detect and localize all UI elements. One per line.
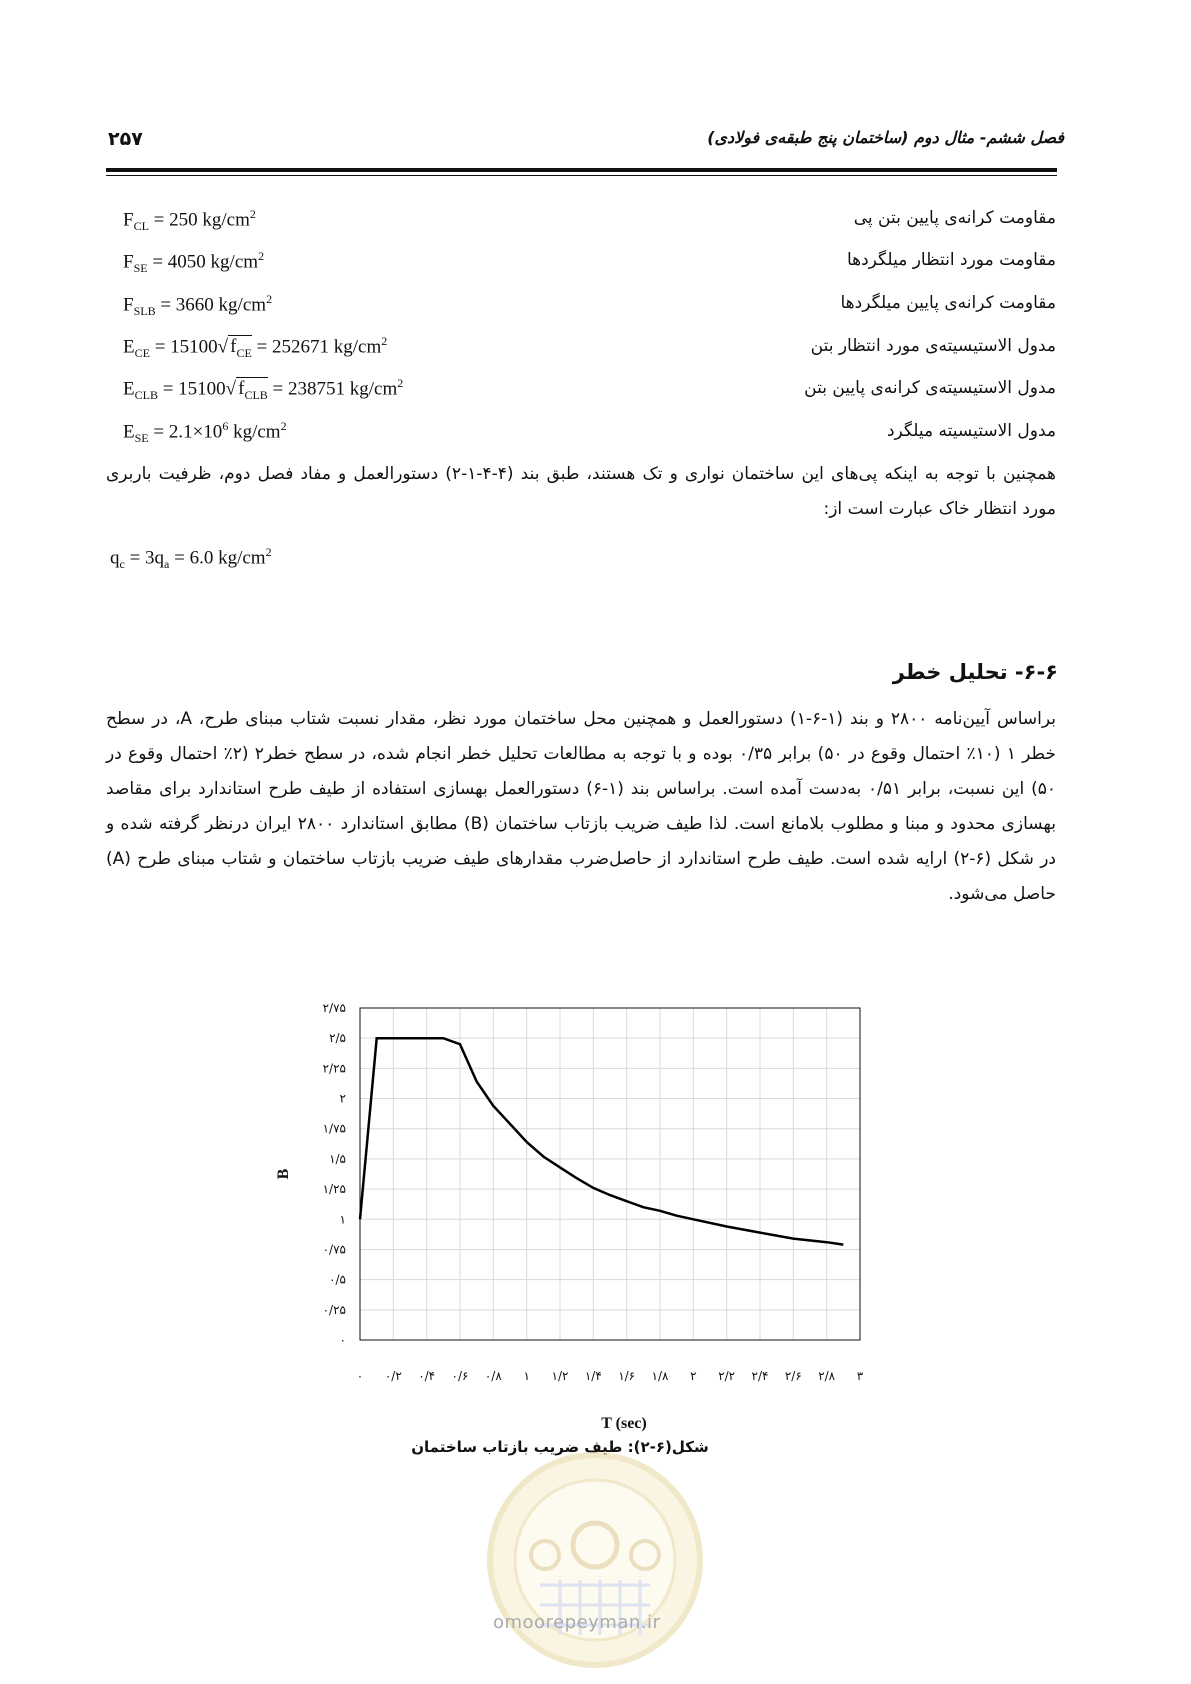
x-tick-label: ۱/۶ <box>618 1369 636 1383</box>
series-line-b <box>360 1038 843 1244</box>
formula-bearing: $q_c = 3q_a = 6.0$ $kg/cm^2$ <box>110 545 272 572</box>
property-label: مدول الاستیسیته‌ی مورد انتظار بتن <box>810 336 1056 356</box>
watermark-text: omoorepeyman.ir <box>493 1612 661 1633</box>
y-tick-labels <box>323 1001 346 1347</box>
x-tick-label: ۲/۶ <box>784 1369 802 1383</box>
plot-frame <box>360 1008 860 1340</box>
y-tick-label: ۱/۲۵ <box>322 1182 346 1197</box>
x-tick-label: ۲/۴ <box>751 1369 769 1383</box>
x-tick-label: ۳ <box>856 1369 864 1383</box>
header-rule-thin <box>106 175 1057 176</box>
y-tick-label: ۰/۷۵ <box>322 1242 346 1257</box>
header-rule-thick <box>106 168 1057 172</box>
x-tick-label: ۱/۲ <box>551 1369 569 1383</box>
y-tick-label: ۲/۷۵ <box>322 1001 346 1015</box>
formula-fse: $F_{SE} = 4050$ $kg/cm^2$ <box>123 249 265 276</box>
formula-fcl: $F_{CL} = 250$ $kg/cm^2$ <box>123 207 256 234</box>
y-tick-label: ۰/۵ <box>329 1272 346 1287</box>
property-label: مدول الاستیسیته‌ی کرانه‌ی پایین بتن <box>804 378 1056 398</box>
y-tick-label: ۱/۵ <box>329 1151 346 1166</box>
property-label: مقاومت کرانه‌ی پایین میلگردها <box>840 293 1056 313</box>
y-tick-label: ۲/۵ <box>329 1031 346 1046</box>
x-tick-label: ۲/۲ <box>718 1369 736 1383</box>
y-tick-label: ۲ <box>339 1091 346 1106</box>
formula-fslb: $F_{SLB} = 3660$ $kg/cm^2$ <box>123 292 273 319</box>
x-tick-labels <box>357 1369 864 1383</box>
x-tick-label: ۱ <box>523 1369 530 1383</box>
y-tick-label: ۱/۷۵ <box>322 1121 346 1136</box>
x-tick-label: ۱/۴ <box>584 1369 602 1383</box>
property-label: مدول الاستیسیته میلگرد <box>886 421 1056 441</box>
x-tick-label: ۰/۶ <box>451 1369 469 1383</box>
y-axis-title: B <box>275 1168 292 1180</box>
y-tick-label: ۰ <box>339 1333 346 1347</box>
property-label: مقاومت کرانه‌ی پایین بتن پی <box>853 208 1056 228</box>
y-tick-label: ۲/۲۵ <box>322 1061 346 1076</box>
running-header-title: فصل ششم- مثال دوم (ساختمان پنج طبقه‌ی فولادی) <box>707 128 1064 147</box>
x-axis-title: T (sec) <box>601 1415 647 1432</box>
property-label: مقاومت مورد انتظار میلگردها <box>846 250 1056 270</box>
formula-ece: $E_{CE} = 15100√$ $f_{CE} = 252671$ $kg/cm^2$ <box>123 334 388 361</box>
x-tick-label: ۰/۴ <box>418 1369 436 1383</box>
paragraph-bearing-capacity: همچنین با توجه به اینکه پی‌های این ساختمان نواری و تک هستند، طبق بند (۴-۴-۱-۲) دستورالعمل و مفاد فصل دوم، ظرفیت باربری مورد انتظار خاک عبارت است از: <box>106 464 1056 519</box>
formula-ese: $E_{SE} = 2.1\times 10^6$ $kg/cm^2$ <box>123 419 287 446</box>
x-tick-label: ۰/۸ <box>484 1369 502 1383</box>
y-tick-label: ۱ <box>339 1212 346 1227</box>
chart-grid <box>360 1008 860 1340</box>
x-tick-label: ۰/۲ <box>384 1369 402 1383</box>
x-tick-label: ۲/۸ <box>818 1369 836 1383</box>
spectrum-chart <box>270 1000 890 1440</box>
x-tick-label: ۰ <box>356 1369 364 1383</box>
paragraph-hazard-analysis: براساس آیین‌نامه ۲۸۰۰ و بند (۱-۶-۱) دستورالعمل و همچنین محل ساختمان مورد نظر، مقدار نسبت شتاب مبنای طرح، A، در سطح خطر ۱ (۱۰٪ احتمال وقوع در ۵۰) برابر ۰/۳۵ بوده و با توجه به مطالعات تحلیل خطر انجام شده، در سطح خطر۲ (۲٪ احتمال وقوع در ۵۰) این نسبت، برابر ۰/۵۱ به‌دست آمده است. براساس بند (۱-۶) دستورالعمل بهسازی استفاده از طیف طرح استاندارد برای مقاصد بهسازی محدود و مبنا و مطلوب بلامانع است. لذا طیف ضریب بازتاب ساختمان (B) مطابق استاندارد ۲۸۰۰ ایران درنظر گرفته شده و در شکل (۶-۲) ارایه شده است. طیف طرح استاندارد از حاصل‌ضرب مقدارهای طیف ضریب بازتاب ساختمان و شتاب مبنای طرح (A) حاصل می‌شود. <box>106 709 1057 904</box>
formula-eclb: $E_{CLB} = 15100√$ $f_{CLB} = 238751$ $kg/cm^2$ <box>123 376 404 403</box>
x-tick-label: ۱/۸ <box>651 1369 669 1383</box>
section-heading: ۶-۶- تحلیل خطر <box>892 660 1058 684</box>
watermark-seal-logo <box>480 1445 710 1675</box>
page-number: ۲۵۷ <box>108 128 143 150</box>
y-tick-label: ۰/۲۵ <box>322 1302 346 1317</box>
x-tick-label: ۲ <box>690 1369 697 1383</box>
figure-caption: شکل(۶-۲): طیف ضریب بازتاب ساختمان <box>411 1438 709 1456</box>
